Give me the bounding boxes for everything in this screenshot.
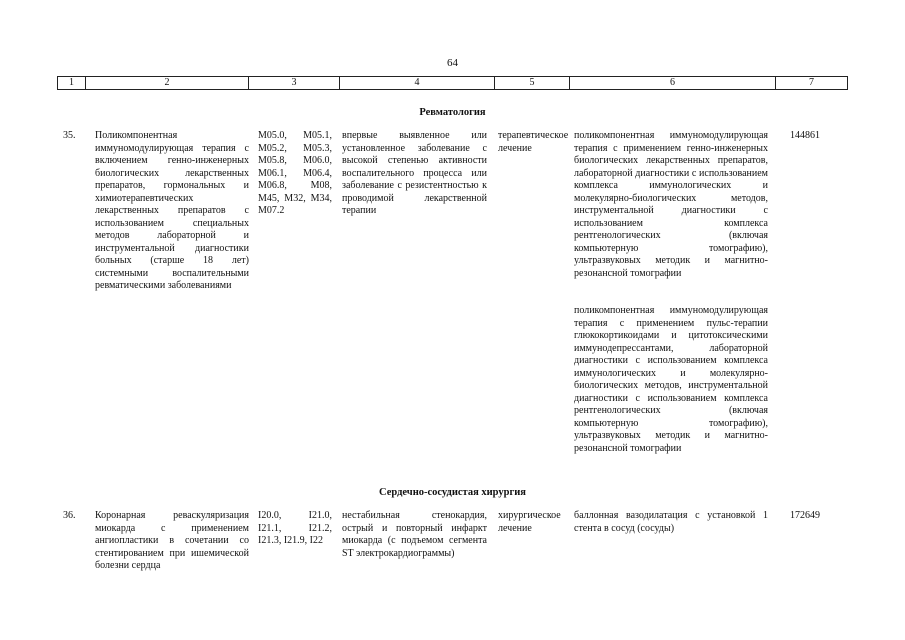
section-title-cardiac-surgery: Сердечно-сосудистая хирургия [379,487,526,498]
icd-codes: I20.0, I21.0, I21.1, I21.2, I21.3, I21.9, I22 [258,510,332,546]
section-title-rheumatology: Ревматология [419,107,486,118]
table-header [57,76,848,90]
page-number: 64 [447,57,458,69]
header-col-2: 2 [86,77,249,89]
patient-model: нестабильная стенокардия, острый и повторный инфаркт миокарда (с подъемом сегмента ST электрокардиограммы) [342,510,487,559]
row-number: 36. [63,510,76,521]
treatment-method-1: поликомпонентная иммуномодулирующая терапия с применением генно-инженерных биологических лекарственных препаратов, лабораторной диагностики с использованием комплекса иммунологических и молекулярно-биологических методов, инструментальной диагностики с использованием комплекса рентгенологических (включая компьютерную томографию), ультразвуковых методик и магнитно-резонансной томографии [574,130,768,279]
care-type-name: Коронарная реваскуляризация миокарда с применением ангиопластики в сочетании со стентированием при ишемической болезни сердца [95,510,249,571]
care-type-name: Поликомпонентная иммуномодулирующая терапия с включением генно-инженерных биологических лекарственных препаратов, гормональных и химиотерапевтических лекарственных препаратов с использованием специальных методов лабораторной и инструментальной диагностики больных (старше 18 лет) системными воспалительными ревматическими заболеваниями [95,130,249,291]
treatment-type: терапевтическое лечение [498,130,569,154]
cost-value: 172649 [790,510,820,521]
header-col-6: 6 [570,77,776,89]
treatment-method-2: поликомпонентная иммуномодулирующая терапия с применением пульс-терапии глюкокортикоидами и цитотоксическими иммунодепрессантами, лабораторной диагностики с использованием комплекса иммунологических и молекулярно-биологических методов, инструментальной диагностики с использованием комплекса рентгенологических (включая компьютерную томографию), ультразвуковых методик и магнитно-резонансной томографии [574,305,768,454]
header-col-7: 7 [776,77,848,89]
treatment-method-1: баллонная вазодилатация с установкой 1 стента в сосуд (сосуды) [574,510,768,534]
header-col-5: 5 [495,77,570,89]
row-number: 35. [63,130,76,141]
header-col-4: 4 [340,77,495,89]
treatment-type: хирургическое лечение [498,510,561,534]
header-col-3: 3 [249,77,340,89]
patient-model: впервые выявленное или установленное заболевание с высокой степенью активности воспалительного процесса или заболевание с резистентностью к проводимой лекарственной терапии [342,130,487,216]
icd-codes: M05.0, M05.1, M05.2, M05.3, M05.8, M06.0, M06.1, M06.4, M06.8, M08, M45, M32, M34, M07.2 [258,130,332,216]
cost-value: 144861 [790,130,820,141]
header-col-1: 1 [57,77,86,89]
